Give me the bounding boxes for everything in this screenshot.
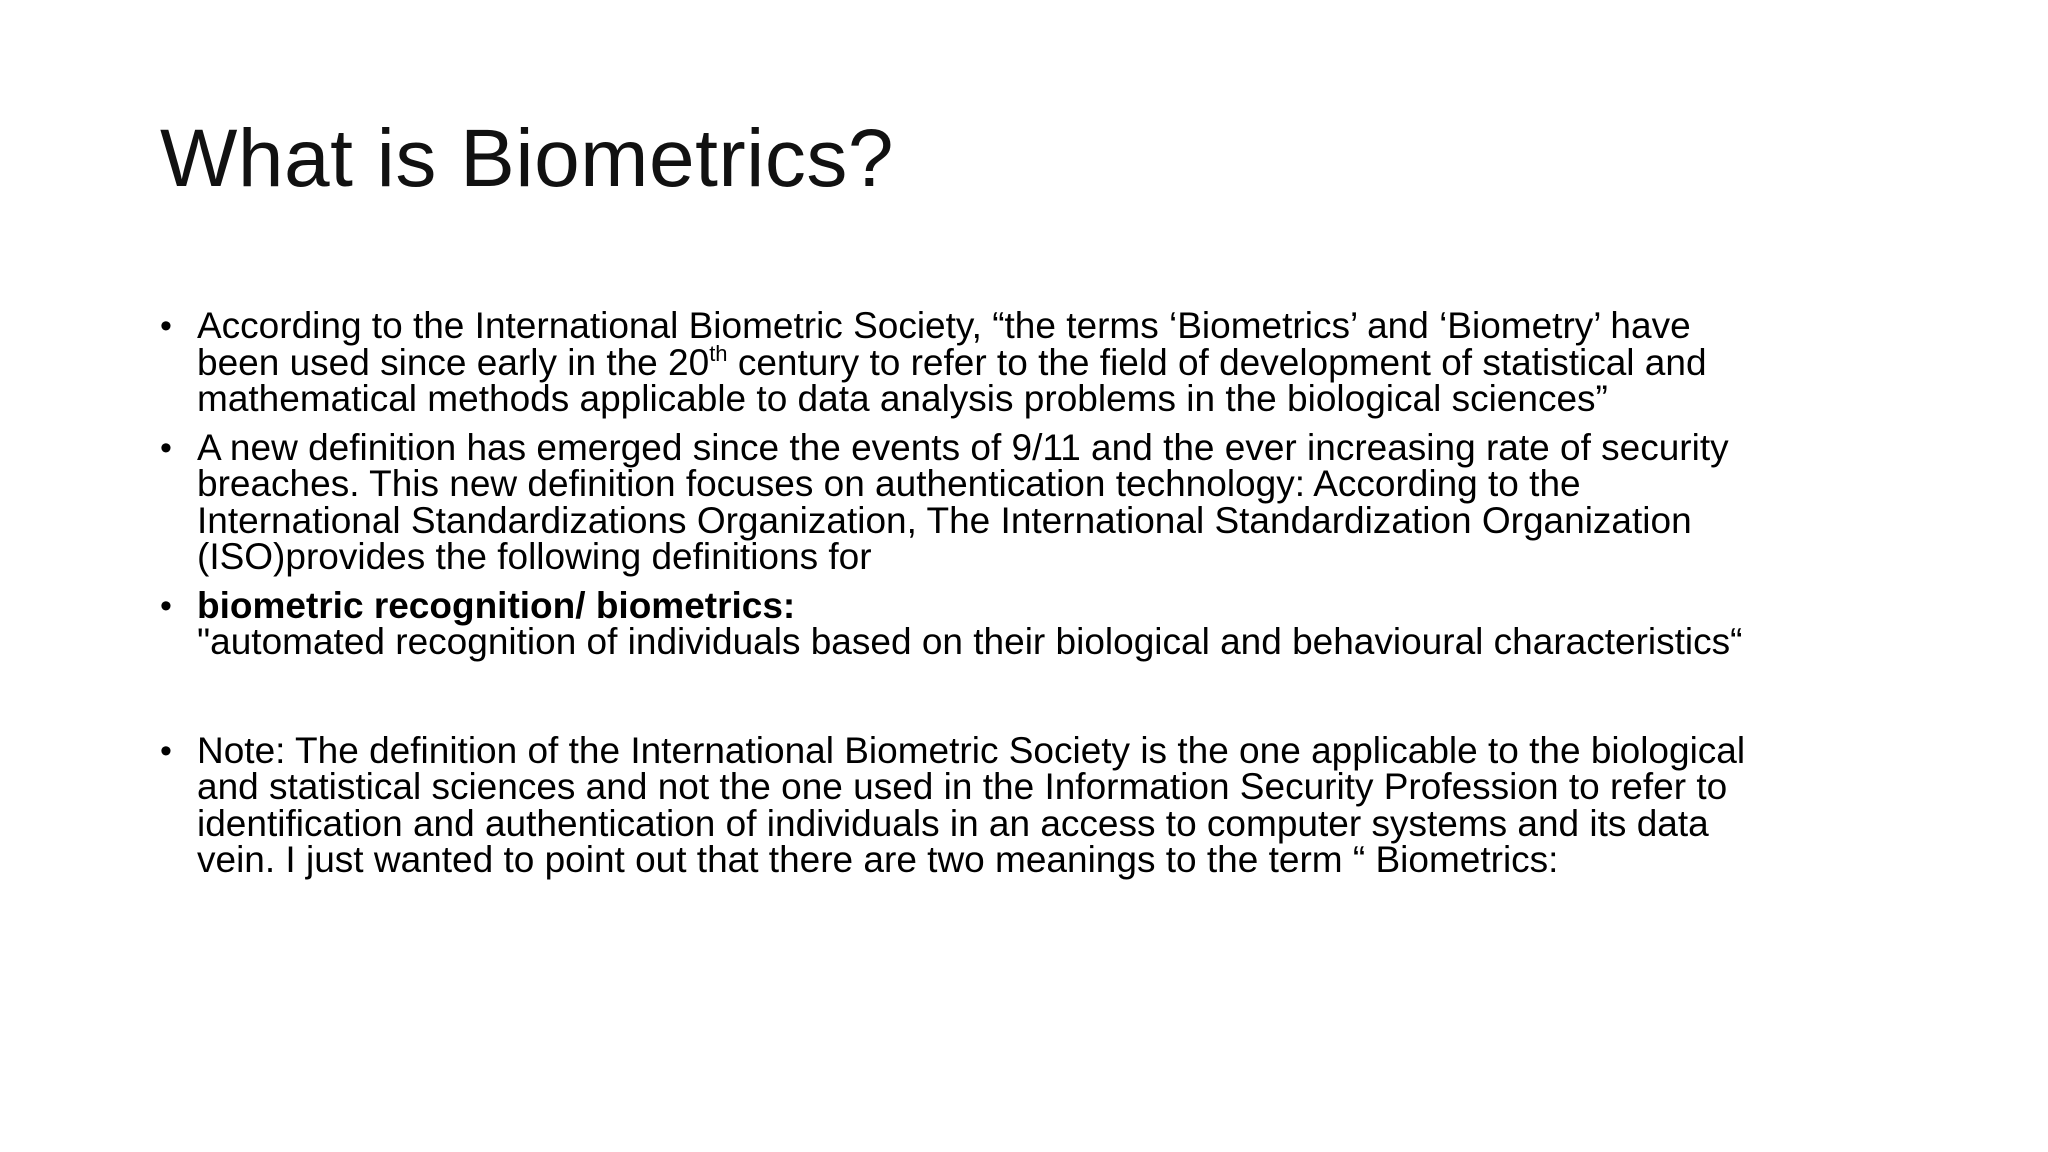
slide-title: What is Biometrics? [160,113,895,204]
ordinal-superscript: th [709,340,728,366]
bullet-4-line-1: • Note: The definition of the International Biometric Society is the one applicable to the biological [197,729,1746,771]
bullet-1-line-1: • According to the International Biometric Society, “the terms ‘Biometrics’ and ‘Biometry’ have [197,305,1691,346]
definition-text: "automated recognition of individuals based on their biological and behavioural characteristics“ [197,621,1743,662]
bullet-iso-definition [160,584,1920,662]
bullet-2-line-3: International Standardizations Organization, The International Standardization Organization [197,499,1692,541]
bullet-4-line-4: vein. I just wanted to point out that there are two meanings to the term “ Biometrics: [197,839,1559,880]
bullet-1-line-2-end: century to refer to the field of development of statistical and [727,341,1707,383]
bullet-1-line-3: mathematical methods applicable to data analysis problems in the biological sciences” [197,378,1608,419]
bullet-new-definition [160,426,1920,577]
bullet-4-line-3: identification and authentication of individuals in an access to computer systems and its data [197,802,1709,844]
bullet-2-line-1: • A new definition has emerged since the events of 9/11 and the ever increasing rate of security [197,426,1729,468]
bullet-note [160,729,1920,880]
bullet-1-line-2-start: been used since early in the 20 [197,341,710,383]
bullet-2-line-4: (ISO)provides the following definitions for [197,536,872,577]
bullet-4-line-2: and statistical sciences and not the one used in the Information Security Profession to refer to [197,766,1728,807]
bullet-ibs-definition [160,305,1920,419]
bullet-list [160,305,1920,891]
definition-term: • biometric recognition/ biometrics: [197,584,796,626]
bullet-1-line-2 [197,340,1920,383]
bullet-2-line-2: breaches. This new definition focuses on authentication technology: According to the [197,463,1581,504]
